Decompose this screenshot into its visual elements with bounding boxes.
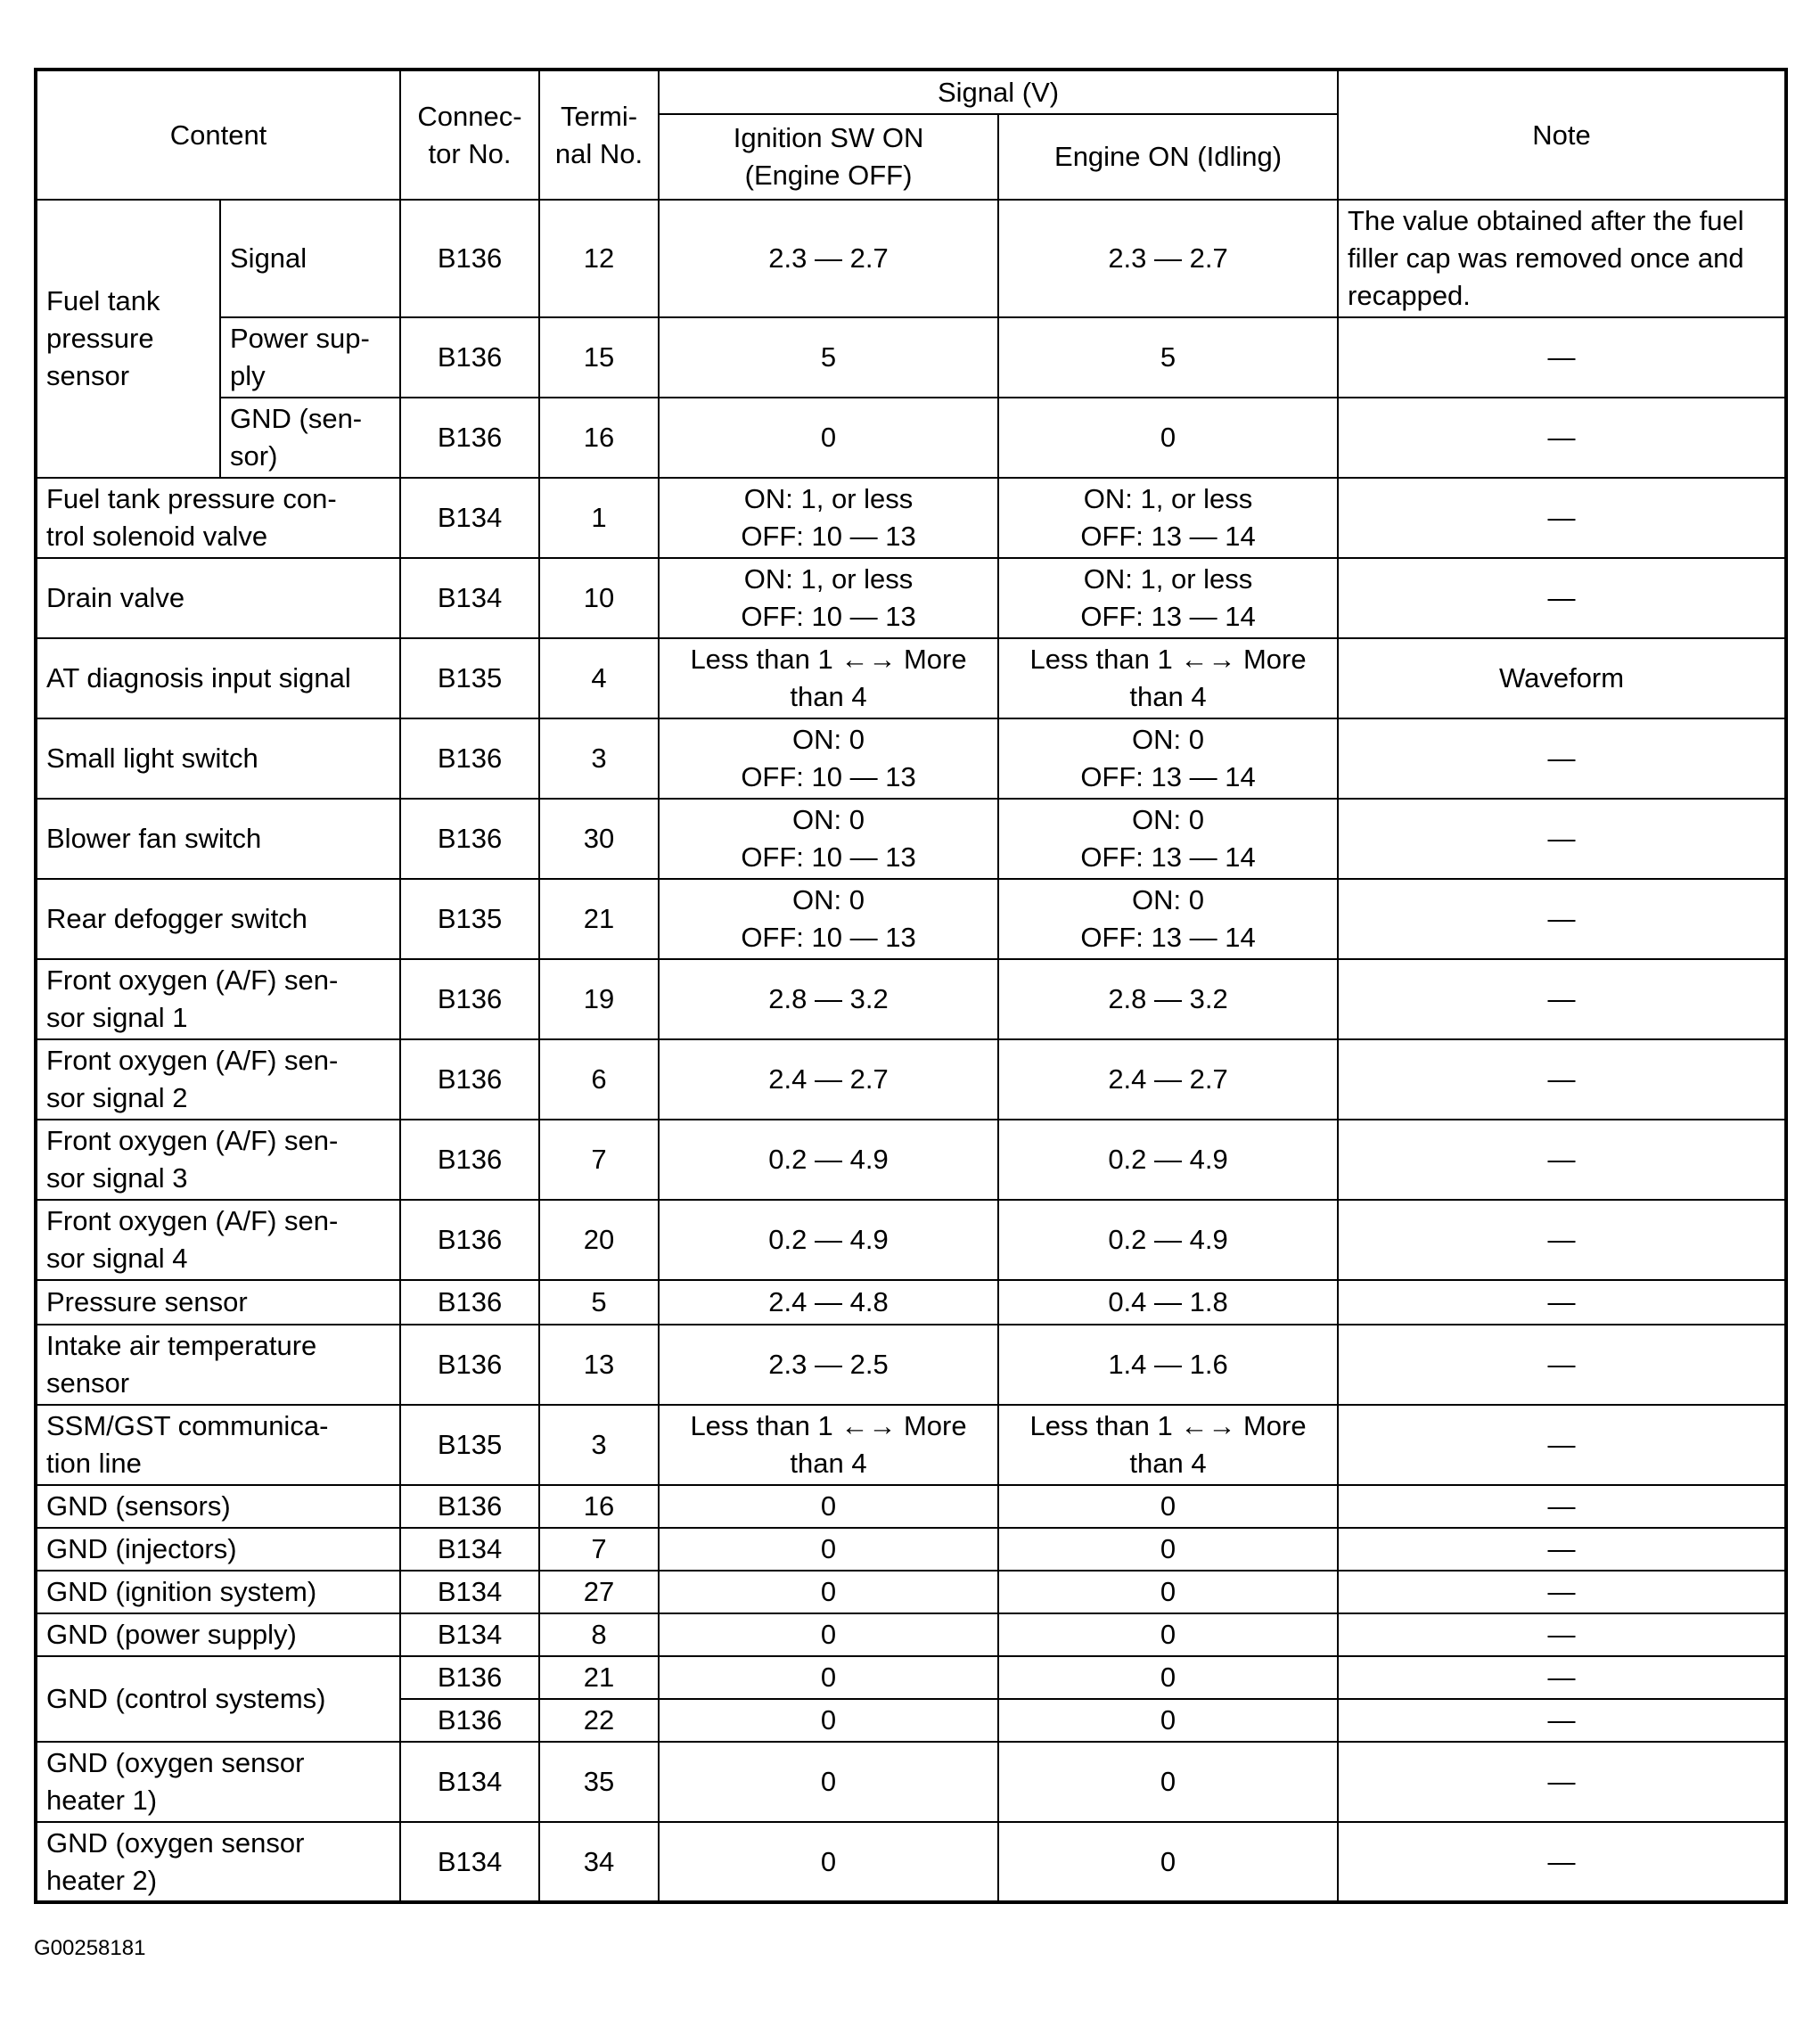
table-row	[36, 1613, 1786, 1656]
content-cell: Front oxygen (A/F) sen- sor signal 1	[36, 959, 400, 1039]
connector-cell: B134	[400, 1742, 539, 1822]
ignition-value: ON: 1, or less OFF: 10 — 13	[659, 558, 998, 638]
engine-value: 0	[998, 398, 1338, 478]
content-cell: AT diagnosis input signal	[36, 638, 400, 718]
terminal-cell: 7	[539, 1528, 659, 1571]
content-cell: Drain valve	[36, 558, 400, 638]
ignition-value: 0	[659, 1528, 998, 1571]
ignition-value: 5	[659, 317, 998, 398]
connector-cell: B136	[400, 398, 539, 478]
connector-cell: B136	[400, 317, 539, 398]
content-cell: Pressure sensor	[36, 1280, 400, 1325]
table-row	[36, 1120, 1786, 1200]
terminal-cell: 12	[539, 200, 659, 317]
note-cell: —	[1338, 879, 1786, 959]
ignition-value: 0	[659, 1822, 998, 1902]
terminal-cell: 3	[539, 1405, 659, 1485]
engine-value: ON: 1, or less OFF: 13 — 14	[998, 478, 1338, 558]
note-cell: —	[1338, 1613, 1786, 1656]
header-content: Content	[36, 70, 400, 200]
terminal-cell: 6	[539, 1039, 659, 1120]
header-terminal: Termi- nal No.	[539, 70, 659, 200]
table-row	[36, 799, 1786, 879]
note-cell: —	[1338, 1039, 1786, 1120]
table-row	[36, 1325, 1786, 1405]
note-cell: —	[1338, 1742, 1786, 1822]
engine-value: Less than 1 ←→ More than 4	[998, 1405, 1338, 1485]
ignition-value: 0	[659, 1613, 998, 1656]
table-row	[36, 1656, 1786, 1699]
content-cell: Blower fan switch	[36, 799, 400, 879]
ignition-value: 2.8 — 3.2	[659, 959, 998, 1039]
note-cell: —	[1338, 1325, 1786, 1405]
header-ignition-on: Ignition SW ON (Engine OFF)	[659, 114, 998, 200]
content-cell: GND (power supply)	[36, 1613, 400, 1656]
ignition-value: ON: 0 OFF: 10 — 13	[659, 718, 998, 799]
terminal-cell: 4	[539, 638, 659, 718]
table-row	[36, 1822, 1786, 1902]
header-connector: Connec- tor No.	[400, 70, 539, 200]
note-cell: —	[1338, 398, 1786, 478]
connector-cell: B136	[400, 200, 539, 317]
terminal-cell: 5	[539, 1280, 659, 1325]
note-cell: —	[1338, 1822, 1786, 1902]
content-cell: Front oxygen (A/F) sen- sor signal 3	[36, 1120, 400, 1200]
connector-cell: B136	[400, 1039, 539, 1120]
figure-id: G00258181	[34, 1936, 146, 1960]
connector-cell: B134	[400, 1571, 539, 1613]
note-cell: —	[1338, 718, 1786, 799]
terminal-cell: 1	[539, 478, 659, 558]
engine-value: 0	[998, 1822, 1338, 1902]
terminal-cell: 15	[539, 317, 659, 398]
note-cell: —	[1338, 1280, 1786, 1325]
connector-cell: B134	[400, 1528, 539, 1571]
terminal-cell: 13	[539, 1325, 659, 1405]
terminal-cell: 21	[539, 1656, 659, 1699]
ignition-value: Less than 1 ←→ More than 4	[659, 1405, 998, 1485]
group-gnd-control-systems: GND (control systems)	[36, 1656, 400, 1742]
connector-cell: B134	[400, 1613, 539, 1656]
ignition-value: 0	[659, 1699, 998, 1742]
content-cell: GND (oxygen sensor heater 1)	[36, 1742, 400, 1822]
connector-cell: B136	[400, 799, 539, 879]
engine-value: 1.4 — 1.6	[998, 1325, 1338, 1405]
terminal-cell: 20	[539, 1200, 659, 1280]
connector-cell: B136	[400, 1699, 539, 1742]
note-cell: —	[1338, 1485, 1786, 1528]
terminal-cell: 8	[539, 1613, 659, 1656]
note-cell: The value obtained after the fuel filler cap was removed once and recapped.	[1338, 200, 1786, 317]
engine-value: 0	[998, 1656, 1338, 1699]
terminal-cell: 35	[539, 1742, 659, 1822]
header-signal: Signal (V)	[659, 70, 1338, 114]
connector-cell: B136	[400, 1656, 539, 1699]
connector-cell: B136	[400, 1120, 539, 1200]
note-cell: —	[1338, 799, 1786, 879]
ignition-value: 2.4 — 4.8	[659, 1280, 998, 1325]
ignition-value: 2.4 — 2.7	[659, 1039, 998, 1120]
engine-value: 0	[998, 1699, 1338, 1742]
content-cell: Rear defogger switch	[36, 879, 400, 959]
table-row	[36, 478, 1786, 558]
note-cell: —	[1338, 1405, 1786, 1485]
engine-value: 0.2 — 4.9	[998, 1200, 1338, 1280]
group-fuel-tank-pressure-sensor: Fuel tank pressure sensor	[36, 200, 220, 478]
note-cell: —	[1338, 1528, 1786, 1571]
table-row	[36, 959, 1786, 1039]
table-row	[36, 638, 1786, 718]
note-cell: —	[1338, 1699, 1786, 1742]
table-row	[36, 1200, 1786, 1280]
content-cell: GND (oxygen sensor heater 2)	[36, 1822, 400, 1902]
content-cell: Small light switch	[36, 718, 400, 799]
header-engine-on: Engine ON (Idling)	[998, 114, 1338, 200]
engine-value: 0	[998, 1485, 1338, 1528]
engine-value: Less than 1 ←→ More than 4	[998, 638, 1338, 718]
table-row	[36, 718, 1786, 799]
table-row	[36, 879, 1786, 959]
table-row	[36, 1528, 1786, 1571]
table-row	[36, 1039, 1786, 1120]
ignition-value: 0.2 — 4.9	[659, 1200, 998, 1280]
content-cell: Fuel tank pressure con- trol solenoid valve	[36, 478, 400, 558]
terminal-cell: 27	[539, 1571, 659, 1613]
engine-value: ON: 0 OFF: 13 — 14	[998, 718, 1338, 799]
engine-value: 0	[998, 1742, 1338, 1822]
terminal-cell: 10	[539, 558, 659, 638]
terminal-cell: 21	[539, 879, 659, 959]
engine-value: 2.8 — 3.2	[998, 959, 1338, 1039]
engine-value: ON: 0 OFF: 13 — 14	[998, 799, 1338, 879]
engine-value: 2.4 — 2.7	[998, 1039, 1338, 1120]
connector-cell: B136	[400, 959, 539, 1039]
ignition-value: 2.3 — 2.7	[659, 200, 998, 317]
content-cell: Front oxygen (A/F) sen- sor signal 2	[36, 1039, 400, 1120]
sub-content: Signal	[220, 200, 400, 317]
ignition-value: 0.2 — 4.9	[659, 1120, 998, 1200]
sub-content: Power sup- ply	[220, 317, 400, 398]
engine-value: 5	[998, 317, 1338, 398]
content-cell: GND (sensors)	[36, 1485, 400, 1528]
table-row	[36, 1280, 1786, 1325]
ignition-value: ON: 1, or less OFF: 10 — 13	[659, 478, 998, 558]
terminal-cell: 16	[539, 398, 659, 478]
note-cell: —	[1338, 959, 1786, 1039]
table-row	[36, 1485, 1786, 1528]
connector-cell: B135	[400, 879, 539, 959]
engine-value: ON: 0 OFF: 13 — 14	[998, 879, 1338, 959]
content-cell: Front oxygen (A/F) sen- sor signal 4	[36, 1200, 400, 1280]
ignition-value: 2.3 — 2.5	[659, 1325, 998, 1405]
connector-cell: B136	[400, 1200, 539, 1280]
content-cell: Intake air temperature sensor	[36, 1325, 400, 1405]
terminal-cell: 22	[539, 1699, 659, 1742]
engine-value: 0	[998, 1528, 1338, 1571]
connector-cell: B134	[400, 1822, 539, 1902]
terminal-cell: 30	[539, 799, 659, 879]
content-cell: GND (injectors)	[36, 1528, 400, 1571]
engine-value: 0.2 — 4.9	[998, 1120, 1338, 1200]
connector-cell: B136	[400, 1280, 539, 1325]
ignition-value: ON: 0 OFF: 10 — 13	[659, 879, 998, 959]
ignition-value: 0	[659, 1742, 998, 1822]
header-note: Note	[1338, 70, 1786, 200]
ignition-value: ON: 0 OFF: 10 — 13	[659, 799, 998, 879]
note-cell: —	[1338, 1120, 1786, 1200]
ignition-value: 0	[659, 1571, 998, 1613]
ignition-value: Less than 1 ←→ More than 4	[659, 638, 998, 718]
note-cell: —	[1338, 1656, 1786, 1699]
engine-value: 2.3 — 2.7	[998, 200, 1338, 317]
connector-cell: B136	[400, 718, 539, 799]
terminal-cell: 7	[539, 1120, 659, 1200]
engine-value: 0	[998, 1613, 1338, 1656]
ignition-value: 0	[659, 398, 998, 478]
ignition-value: 0	[659, 1485, 998, 1528]
connector-cell: B135	[400, 638, 539, 718]
terminal-cell: 19	[539, 959, 659, 1039]
terminal-cell: 34	[539, 1822, 659, 1902]
table-row	[36, 1571, 1786, 1613]
connector-cell: B136	[400, 1485, 539, 1528]
connector-cell: B136	[400, 1325, 539, 1405]
note-cell: —	[1338, 478, 1786, 558]
table-row	[36, 558, 1786, 638]
terminal-cell: 3	[539, 718, 659, 799]
connector-cell: B134	[400, 478, 539, 558]
terminal-cell: 16	[539, 1485, 659, 1528]
table-row	[36, 1405, 1786, 1485]
content-cell: SSM/GST communica- tion line	[36, 1405, 400, 1485]
ignition-value: 0	[659, 1656, 998, 1699]
content-cell: GND (ignition system)	[36, 1571, 400, 1613]
engine-value: 0	[998, 1571, 1338, 1613]
note-cell: —	[1338, 558, 1786, 638]
sub-content: GND (sen- sor)	[220, 398, 400, 478]
note-cell: —	[1338, 317, 1786, 398]
connector-cell: B135	[400, 1405, 539, 1485]
note-cell: Waveform	[1338, 638, 1786, 718]
table-row	[36, 1742, 1786, 1822]
note-cell: —	[1338, 1200, 1786, 1280]
note-cell: —	[1338, 1571, 1786, 1613]
signal-spec-table	[34, 68, 1788, 1904]
engine-value: ON: 1, or less OFF: 13 — 14	[998, 558, 1338, 638]
connector-cell: B134	[400, 558, 539, 638]
engine-value: 0.4 — 1.8	[998, 1280, 1338, 1325]
